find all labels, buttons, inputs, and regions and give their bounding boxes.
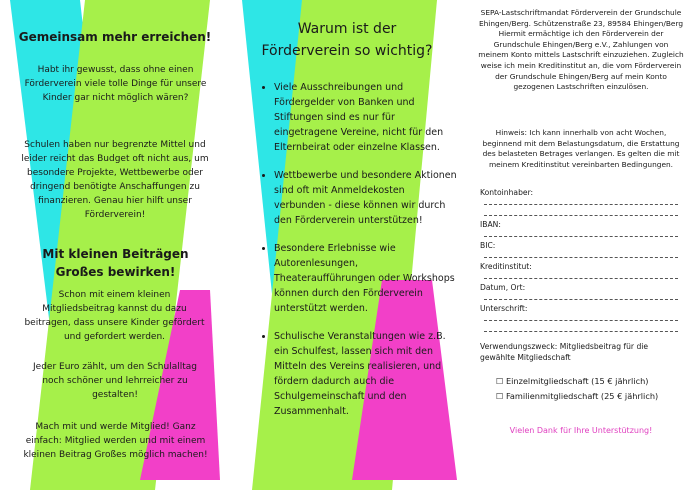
field-bic-line[interactable] [484, 251, 678, 258]
form-fields [480, 188, 682, 336]
paragraph-mitgliedsbeitrag: Schon mit einem kleinen Mitgliedsbeitrag kannst du dazu beitragen, dass unsere Kinder gefördert und gefordert werden. [24, 290, 205, 342]
flyer-panel-right-form [476, 0, 686, 490]
thanks-text: Vielen Dank für Ihre Unterstützung! [509, 426, 653, 435]
field-kontoinhaber-label: Kontoinhaber: [480, 188, 534, 197]
field-datum-ort-line[interactable] [484, 293, 678, 300]
reason-item: • Besondere Erlebnisse wie Autorenlesungen, Theateraufführungen oder Workshops können durch den Förderverein unterstützt werden. [274, 241, 457, 316]
paragraph-intro: Habt ihr gewusst, dass ohne einen Förderverein viele tolle Dinge für unsere Kinder gar nicht möglich wären? [24, 65, 207, 103]
field-iban-line[interactable] [484, 230, 678, 237]
sepa-hint-text: Hinweis: Ich kann innerhalb von acht Wochen, beginnend mit dem Belastungsdatum, die Erstattung des belasteten Betrages verlangen. Es gelten die mit meinem Kreditinstitut vereinbarten Bedingungen. [482, 128, 680, 169]
option-einzelmitgliedschaft[interactable]: ☐ Einzelmitgliedschaft (15 € jährlich) [496, 376, 649, 386]
heading-beitraege: Mit kleinen Beiträgen Großes bewirken! [42, 247, 189, 279]
field-kreditinstitut-line[interactable] [484, 272, 678, 279]
field-unterschrift-label: Unterschrift: [480, 304, 528, 313]
heading-warum: Warum ist der Förderverein so wichtig? [261, 21, 433, 59]
purpose-text: Verwendungszweck: Mitgliedsbeitrag für die gewählte Mitgliedschaft [480, 342, 649, 362]
field-datum-ort-label: Datum, Ort: [480, 283, 526, 292]
field-unterschrift-line[interactable] [484, 314, 678, 321]
field-kontoinhaber-line[interactable] [484, 198, 678, 205]
paragraph-jeder-euro: Jeder Euro zählt, um den Schulalltag noch schöner und lehrreicher zu gestalten! [33, 362, 197, 400]
reasons-list [262, 80, 457, 432]
reason-item: • Wettbewerbe und besondere Aktionen sind oft mit Anmeldekosten verbunden - diese können wir durch den Förderverein unterstützen! [274, 168, 457, 228]
heading-gemeinsam: Gemeinsam mehr erreichen! [18, 30, 212, 44]
field-kreditinstitut-label: Kreditinstitut: [480, 262, 532, 271]
reason-item: • Viele Ausschreibungen und Fördergelder von Banken und Stiftungen sind es nur für eingetragene Vereine, nicht für den Elternbeirat oder einzelne Klassen. [274, 80, 457, 155]
option-familienmitgliedschaft[interactable]: ☐ Familienmitgliedschaft (25 € jährlich) [496, 391, 659, 401]
flyer-panel-middle [232, 0, 462, 490]
field-iban-label: IBAN: [480, 220, 501, 229]
field-unterschrift-line-2[interactable] [484, 325, 678, 332]
reason-item: • Schulische Veranstaltungen wie z.B. ein Schulfest, lassen sich mit den Mitteln des Vereins realisieren, und fördern dadurch auch die Schulgemeinschaft und den Zusammenhalt. [274, 329, 457, 419]
field-kontoinhaber-line-2[interactable] [484, 209, 678, 216]
paragraph-mitmachen: Mach mit und werde Mitglied! Ganz einfach: Mitglied werden und mit einem kleinen Beitrag Großes möglich machen! [23, 422, 208, 460]
sepa-mandate-text: SEPA-Lastschriftmandat Förderverein der Grundschule Ehingen/Berg. Schützenstraße 23, 89584 Ehingen/Berg Hiermit ermächtige ich den Förderverein der Grundschule Ehingen/Berg e.V., Zahlungen von meinem Konto mittels Lastschrift einzuziehen. Zugleich weise ich mein Kreditinstitut an, die vom Förderverein der Grundschule Ehingen/Berg auf mein Konto gezogenen Lastschriften einzulösen. [478, 8, 684, 92]
field-bic-label: BIC: [480, 241, 496, 250]
paragraph-budget: Schulen haben nur begrenzte Mittel und leider reicht das Budget oft nicht aus, um besondere Projekte, Wettbewerbe oder dringend benötigte Anschaffungen zu finanzieren. Genau hier hilft unser Förderverein! [21, 140, 209, 220]
flyer-panel-left [0, 0, 230, 490]
